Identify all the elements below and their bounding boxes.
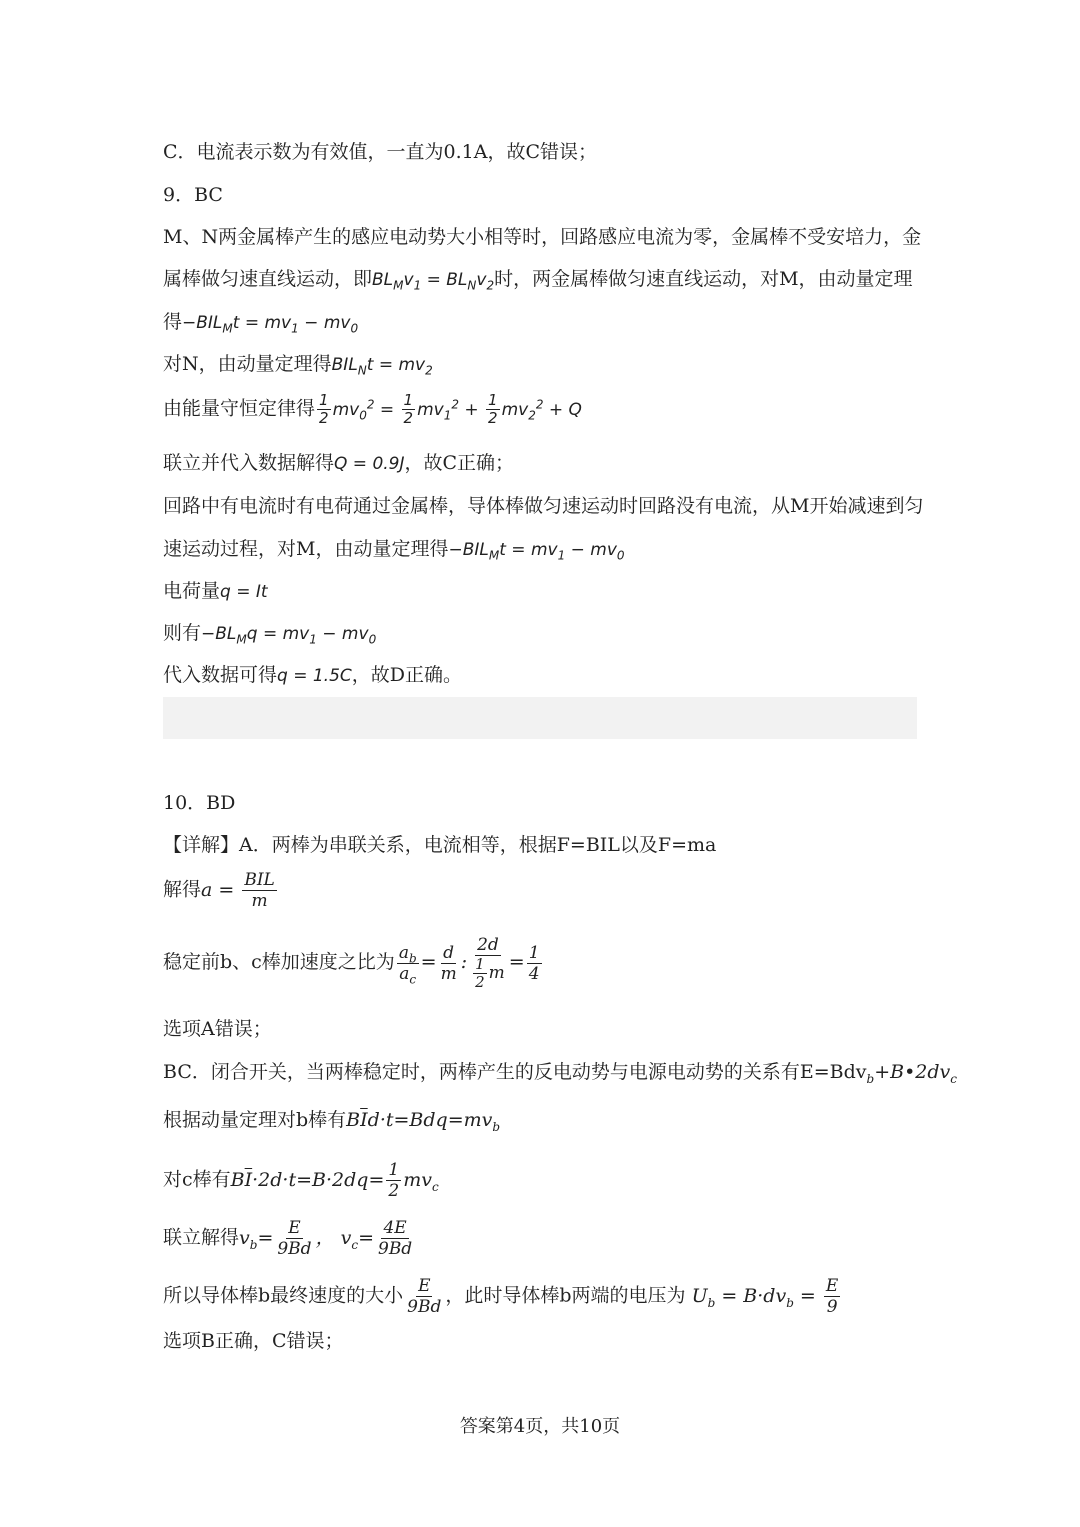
q10-option-b: 选项B正确，C错误；: [163, 1330, 344, 1352]
q9-text: 对N，由动量定理得: [163, 353, 332, 375]
q9-energy: [163, 392, 582, 427]
q9-text: 电荷量: [163, 580, 221, 602]
equation-momentum-c: $B\overline{I}\cdot 2d\cdot t=B\cdot 2dq=$ $\frac{1}{2}$ $mv_c$: [230, 1160, 439, 1201]
q9-para2-line1: 回路中有电流时有电荷通过金属棒，导体棒做匀速运动时回路没有电流，从M开始减速到匀: [163, 495, 924, 517]
q9-text: 代入数据可得: [163, 664, 278, 686]
equation-energy: $\frac{1}{2}$ $mv_0^2$ = $\frac{1}{2}$ $mv_1^2$ + $\frac{1}{2}$ $mv_2^2 + Q$: [319, 391, 582, 427]
q9-para1-line1: M、N两金属棒产生的感应电动势大小相等时，回路感应电流为零，金属棒不受安培力，金: [163, 226, 922, 248]
page-footer: 答案第4页，共10页: [459, 1416, 621, 1437]
q9-para1-line2: [163, 266, 913, 293]
equation-momentum-m: $-BIL_Mt = mv_1 - mv_0$: [182, 313, 359, 336]
q10-header: 10．BD: [163, 792, 236, 814]
q10-detail: 【详解】A．两棒为串联关系，电流相等，根据F=BIL以及F=ma: [163, 834, 717, 856]
q10-text: 联立解得: [163, 1226, 240, 1249]
equation-momentum-n: $BIL_Nt = mv_2$: [331, 355, 433, 378]
q9-momentum-n: [163, 351, 433, 378]
q10-text: 解得: [163, 878, 202, 901]
equation-heat: Q = 0.9J: [334, 454, 405, 474]
equation-bl-q: $-BL_Mq = mv_1 - mv_0$: [201, 624, 377, 647]
q10-text: 根据动量定理对b棒有: [163, 1109, 347, 1131]
q9-charge: [163, 578, 268, 605]
q10-option-a: 选项A错误；: [163, 1018, 272, 1040]
gray-placeholder-box: [163, 697, 917, 739]
q10-momentum-c: [163, 1160, 439, 1201]
equation-charge-value: q = 1.5C: [277, 666, 352, 686]
q9-text: 属棒做匀速直线运动，即: [163, 268, 373, 290]
equation-velocities: $v_b=$ $\frac{E}{9Bd}$ ， $v_c=$ $\frac{4E}{9Bd}$: [239, 1218, 413, 1259]
q10-text: 稳定前b、c棒加速度之比为: [163, 951, 395, 973]
equation-momentum-m2: $-BIL_Mt = mv_1 - mv_0$: [448, 540, 625, 563]
equation-momentum-b: $B\overline{I}d\cdot t=Bdq=mv_b$: [346, 1109, 501, 1134]
q9-para1-line3: [163, 309, 358, 336]
q9-header: 9．BC: [163, 184, 223, 206]
q9-para2-line2: [163, 536, 625, 563]
q10-text: BC．闭合开关，当两棒稳定时，两棒产生的反电动势与电源电动势的关系有E=Bdv: [163, 1061, 867, 1083]
q10-bc-line: BC．闭合开关，当两棒稳定时，两棒产生的反电动势与电源电动势的关系有$E=Bdv_b+B•2dv_c$: [163, 1061, 958, 1086]
equation-speed: $\frac{E}{9Bd}$: [407, 1276, 442, 1317]
q9-final: [163, 662, 462, 689]
equation-emf-equal: $BL_Mv_1 = BL_Nv_2$: [372, 270, 495, 293]
q10-accel-ratio: [163, 935, 544, 991]
equation-a: a = $\frac{\text{BIL}}{m}$: [201, 870, 275, 911]
q10-momentum-b: [163, 1107, 500, 1133]
q10-joint: [163, 1218, 416, 1259]
q9-text: ，故D正确。: [351, 664, 462, 686]
q9-text: 则有: [163, 622, 202, 644]
q9-text: 时，两金属棒做匀速直线运动，对M，由动量定理: [494, 268, 913, 290]
q9-q-result: [163, 450, 514, 477]
q10-text: ，此时导体棒b两端的电压为: [445, 1284, 686, 1307]
q9-text: 联立并代入数据解得: [163, 452, 335, 474]
q9-then: [163, 620, 376, 647]
equation-accel-ratio: $\frac{a_b}{a_c}$ = $\frac{d}{m}$ : 2d $\frac{1}{2}$ m = $\frac{1}{4}$: [398, 935, 540, 991]
q9-text: 由能量守恒定律得: [163, 397, 316, 420]
line-c-option: C．电流表示数为有效值，一直为0.1A，故C错误；: [163, 141, 598, 163]
q9-text: ，故C正确；: [404, 452, 515, 474]
q10-solve-a: [163, 870, 279, 911]
q9-text: 得: [163, 311, 183, 333]
equation-charge: q = It: [220, 582, 268, 602]
q10-text: 所以导体棒b最终速度的大小: [163, 1284, 404, 1307]
q10-text: 对c棒有: [163, 1168, 231, 1191]
equation-voltage: $U_b = B\cdot dv_b$ = $\frac{E}{9}$: [685, 1276, 839, 1317]
q10-final-speed: [163, 1276, 842, 1317]
q9-text: 速运动过程，对M，由动量定理得: [163, 538, 449, 560]
